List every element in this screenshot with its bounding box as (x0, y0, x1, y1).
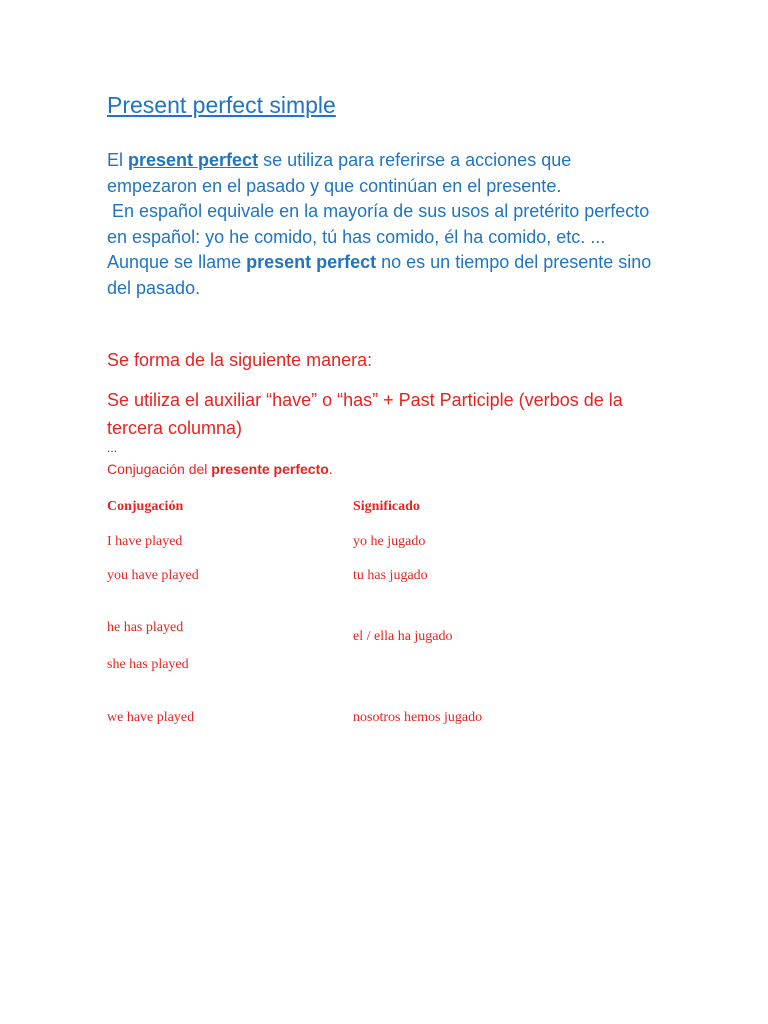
table-cell-conj: you have played (107, 568, 199, 583)
table-cell-conj: we have played (107, 710, 195, 725)
intro-line-1 (107, 148, 697, 174)
conjugation-title-text: Conjugación del (107, 461, 212, 477)
conjugation-title-bold: presente perfecto (211, 461, 329, 477)
formation-heading: Se forma de la siguiente manera: (107, 350, 373, 370)
table-cell-sig: tu has jugado (353, 568, 428, 583)
intro-paragraph (107, 148, 697, 301)
auxiliary-rule: Se utiliza el auxiliar “have” o “has” + Past Participle (verbos de la tercera columna) (107, 390, 623, 438)
table-cell-conj: he has played (107, 620, 184, 635)
present-perfect-term: present perfect (246, 252, 377, 272)
intro-line-4: en español: yo he comido, tú has comido, él ha comido, etc. ... (107, 226, 606, 247)
present-perfect-term: present perfect (128, 150, 259, 170)
table-cell-conj: she has played (107, 657, 189, 672)
intro-text: El (107, 150, 129, 170)
conjugation-title-end: . (328, 461, 333, 477)
conjugation-title (107, 461, 333, 477)
table-header-significado: Significado (353, 499, 420, 514)
table-cell-sig: el / ella ha jugado (353, 629, 453, 644)
intro-line-3: En español equivale en la mayoría de sus usos al pretérito perfecto (107, 201, 650, 221)
intro-text: se utiliza para referirse a acciones que (258, 150, 572, 170)
intro-text: no es un tiempo del presente sino (376, 252, 652, 272)
intro-line-5 (107, 250, 697, 276)
intro-text: Aunque se llame (107, 252, 247, 272)
intro-line-2: empezaron en el pasado y que continúan en el presente. (107, 175, 562, 196)
table-cell-sig: nosotros hemos jugado (353, 710, 483, 725)
intro-line-6: del pasado. (107, 277, 201, 298)
table-cell-sig: yo he jugado (353, 534, 426, 549)
table-header-conjugacion: Conjugación (107, 499, 184, 514)
ellipsis: ... (107, 441, 118, 455)
table-cell-conj: I have played (107, 534, 183, 549)
page-title: Present perfect simple (107, 92, 336, 118)
